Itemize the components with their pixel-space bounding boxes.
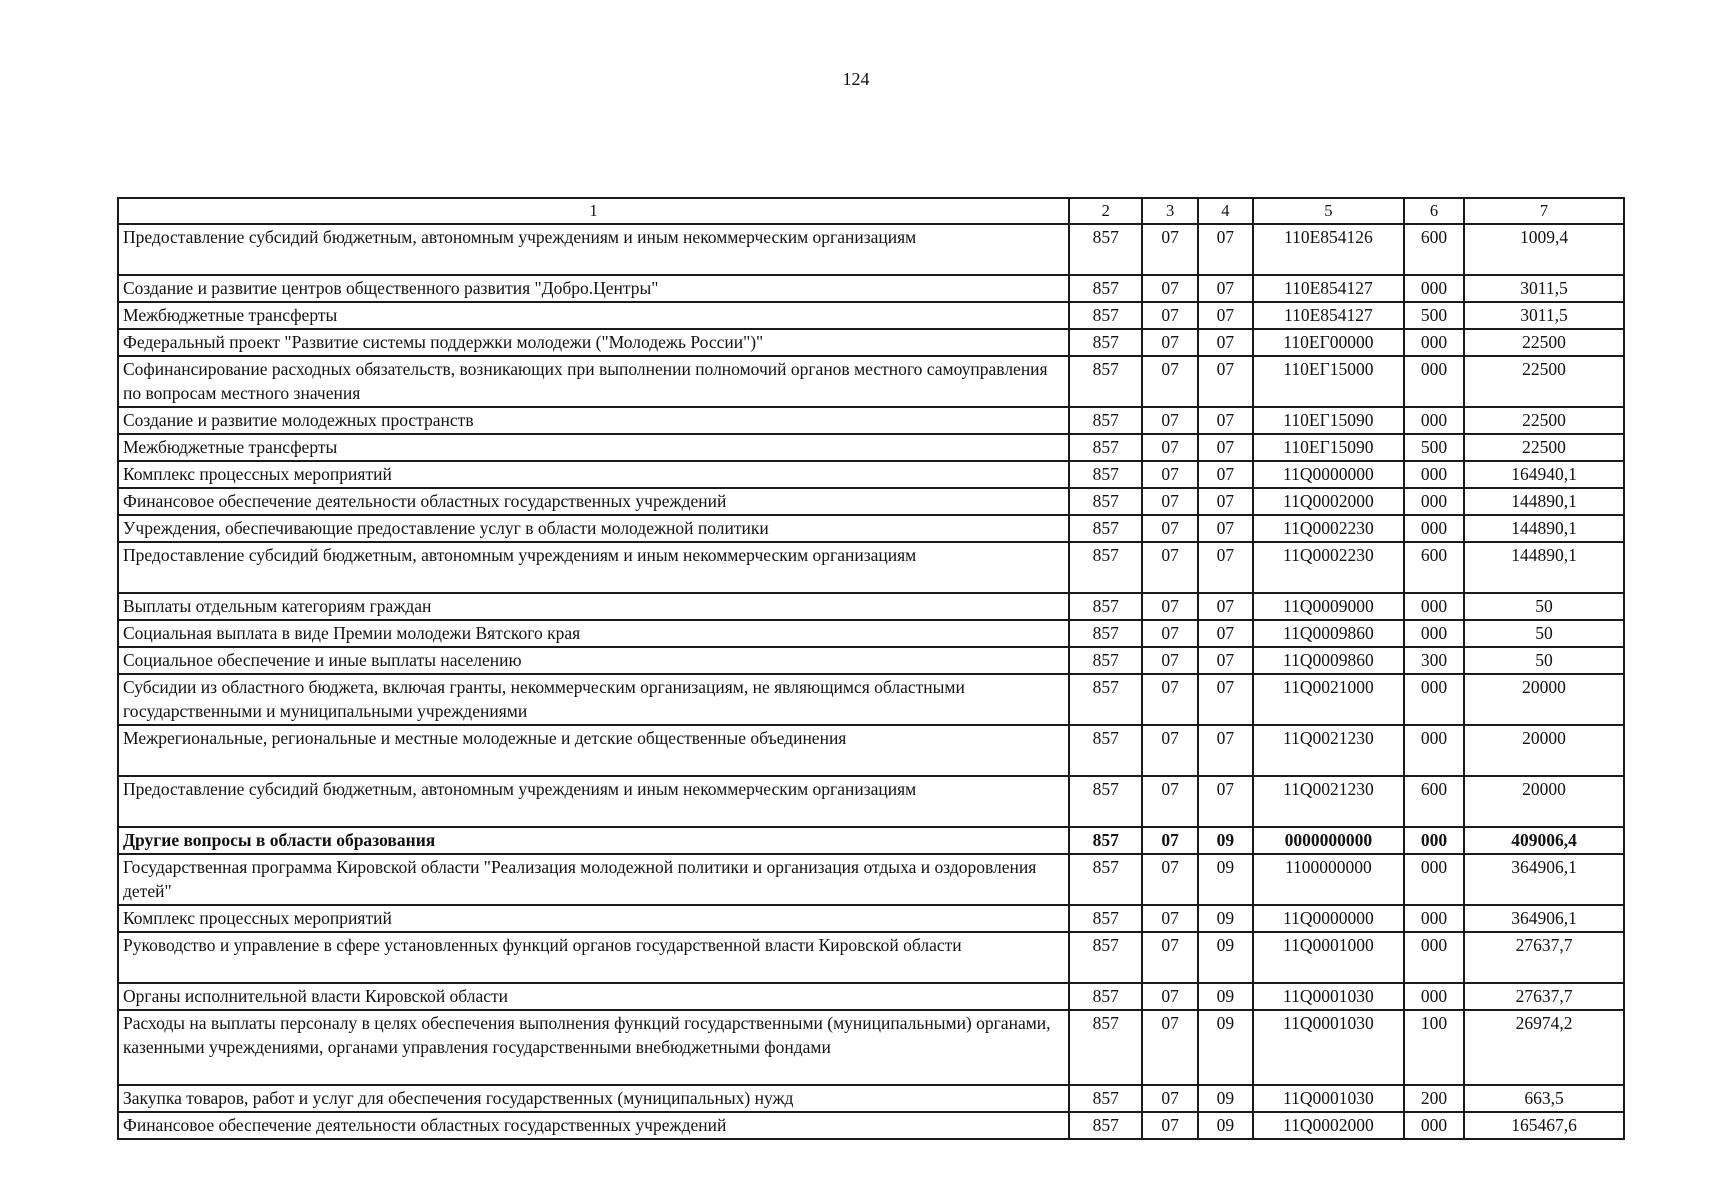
cell-section: 07 (1142, 1010, 1197, 1085)
cell-subsection: 09 (1198, 905, 1253, 932)
cell-department-code: 857 (1069, 329, 1142, 356)
cell-name: Федеральный проект "Развитие системы поддержки молодежи ("Молодежь России")" (118, 329, 1069, 356)
cell-name: Руководство и управление в сфере установленных функций органов государственной власти Кировской области (118, 932, 1069, 983)
cell-subsection: 07 (1198, 488, 1253, 515)
cell-department-code: 857 (1069, 905, 1142, 932)
cell-name: Софинансирование расходных обязательств, возникающих при выполнении полномочий органов местного самоуправления по вопросам местного значения (118, 356, 1069, 407)
cell-subsection: 09 (1198, 983, 1253, 1010)
cell-department-code: 857 (1069, 983, 1142, 1010)
cell-name: Комплекс процессных мероприятий (118, 905, 1069, 932)
cell-department-code: 857 (1069, 407, 1142, 434)
header-cell-target-article: 5 (1253, 198, 1404, 224)
cell-department-code: 857 (1069, 302, 1142, 329)
cell-section: 07 (1142, 1085, 1197, 1112)
cell-name: Субсидии из областного бюджета, включая гранты, некоммерческим организациям, не являющимся областными государственными и муниципальными учреждениями (118, 674, 1069, 725)
cell-department-code: 857 (1069, 647, 1142, 674)
page-number: 124 (842, 69, 870, 89)
table-row (118, 674, 1624, 725)
cell-section: 07 (1142, 983, 1197, 1010)
cell-expense-type: 000 (1404, 461, 1464, 488)
table-row (118, 434, 1624, 461)
table-row (118, 302, 1624, 329)
cell-subsection: 09 (1198, 854, 1253, 905)
cell-subsection: 07 (1198, 593, 1253, 620)
cell-amount: 409006,4 (1464, 827, 1624, 854)
cell-subsection: 07 (1198, 224, 1253, 275)
cell-section: 07 (1142, 1112, 1197, 1139)
cell-amount: 20000 (1464, 776, 1624, 827)
cell-expense-type: 000 (1404, 620, 1464, 647)
table-row (118, 542, 1624, 593)
cell-subsection: 07 (1198, 356, 1253, 407)
cell-department-code: 857 (1069, 488, 1142, 515)
cell-section: 07 (1142, 542, 1197, 593)
header-row (118, 198, 1624, 224)
cell-name: Межрегиональные, региональные и местные молодежные и детские общественные объединения (118, 725, 1069, 776)
cell-expense-type: 600 (1404, 224, 1464, 275)
cell-department-code: 857 (1069, 776, 1142, 827)
cell-target-article: 0000000000 (1253, 827, 1404, 854)
table-row (118, 725, 1624, 776)
cell-expense-type: 200 (1404, 1085, 1464, 1112)
cell-amount: 26974,2 (1464, 1010, 1624, 1085)
cell-amount: 164940,1 (1464, 461, 1624, 488)
cell-section: 07 (1142, 434, 1197, 461)
cell-section: 07 (1142, 488, 1197, 515)
cell-department-code: 857 (1069, 1112, 1142, 1139)
cell-subsection: 07 (1198, 407, 1253, 434)
cell-name: Предоставление субсидий бюджетным, автономным учреждениям и иным некоммерческим организациям (118, 776, 1069, 827)
cell-section: 07 (1142, 302, 1197, 329)
table-row (118, 1010, 1624, 1085)
cell-target-article: 11Q0021000 (1253, 674, 1404, 725)
cell-amount: 50 (1464, 647, 1624, 674)
cell-section: 07 (1142, 932, 1197, 983)
cell-department-code: 857 (1069, 827, 1142, 854)
table-row (118, 1085, 1624, 1112)
table-row (118, 275, 1624, 302)
cell-subsection: 09 (1198, 932, 1253, 983)
cell-name: Межбюджетные трансферты (118, 302, 1069, 329)
cell-section: 07 (1142, 776, 1197, 827)
cell-name: Финансовое обеспечение деятельности областных государственных учреждений (118, 488, 1069, 515)
cell-target-article: 11Q0002230 (1253, 542, 1404, 593)
cell-amount: 50 (1464, 620, 1624, 647)
table-row (118, 224, 1624, 275)
cell-amount: 27637,7 (1464, 932, 1624, 983)
table-row (118, 647, 1624, 674)
cell-name: Учреждения, обеспечивающие предоставление услуг в области молодежной политики (118, 515, 1069, 542)
cell-section: 07 (1142, 725, 1197, 776)
cell-target-article: 11Q0000000 (1253, 905, 1404, 932)
cell-target-article: 11Q0021230 (1253, 776, 1404, 827)
cell-name: Расходы на выплаты персоналу в целях обеспечения выполнения функций государственными (муниципальными) органами, казенными учреждениями, органами управления государственными внебюджетными фондами (118, 1010, 1069, 1085)
cell-department-code: 857 (1069, 1010, 1142, 1085)
cell-amount: 144890,1 (1464, 488, 1624, 515)
cell-subsection: 07 (1198, 329, 1253, 356)
cell-department-code: 857 (1069, 932, 1142, 983)
cell-name: Социальная выплата в виде Премии молодежи Вятского края (118, 620, 1069, 647)
cell-amount: 144890,1 (1464, 542, 1624, 593)
cell-target-article: 11Q0009860 (1253, 647, 1404, 674)
cell-target-article: 11Q0001030 (1253, 1010, 1404, 1085)
cell-section: 07 (1142, 620, 1197, 647)
cell-amount: 20000 (1464, 674, 1624, 725)
table-body (118, 224, 1624, 1139)
cell-section: 07 (1142, 461, 1197, 488)
cell-amount: 22500 (1464, 434, 1624, 461)
cell-name: Создание и развитие молодежных пространств (118, 407, 1069, 434)
table-row (118, 1112, 1624, 1139)
cell-subsection: 07 (1198, 275, 1253, 302)
cell-department-code: 857 (1069, 542, 1142, 593)
header-cell-name: 1 (118, 198, 1069, 224)
table-row (118, 983, 1624, 1010)
cell-name: Финансовое обеспечение деятельности областных государственных учреждений (118, 1112, 1069, 1139)
header-cell-department: 2 (1069, 198, 1142, 224)
cell-amount: 22500 (1464, 356, 1624, 407)
header-cell-amount: 7 (1464, 198, 1624, 224)
cell-target-article: 11Q0000000 (1253, 461, 1404, 488)
cell-subsection: 09 (1198, 1010, 1253, 1085)
table-row (118, 593, 1624, 620)
cell-name: Другие вопросы в области образования (118, 827, 1069, 854)
cell-subsection: 07 (1198, 302, 1253, 329)
table-row (118, 488, 1624, 515)
cell-section: 07 (1142, 593, 1197, 620)
table-row (118, 407, 1624, 434)
cell-expense-type: 600 (1404, 542, 1464, 593)
table-row (118, 827, 1624, 854)
cell-subsection: 07 (1198, 515, 1253, 542)
cell-expense-type: 300 (1404, 647, 1464, 674)
cell-target-article: 11Q0001030 (1253, 983, 1404, 1010)
table-row (118, 356, 1624, 407)
table-row (118, 854, 1624, 905)
cell-target-article: 110ЕГ15000 (1253, 356, 1404, 407)
cell-target-article: 11Q0021230 (1253, 725, 1404, 776)
cell-expense-type: 000 (1404, 593, 1464, 620)
cell-expense-type: 000 (1404, 275, 1464, 302)
cell-amount: 27637,7 (1464, 983, 1624, 1010)
cell-target-article: 11Q0009860 (1253, 620, 1404, 647)
cell-name: Предоставление субсидий бюджетным, автономным учреждениям и иным некоммерческим организациям (118, 224, 1069, 275)
cell-target-article: 110Е854126 (1253, 224, 1404, 275)
cell-target-article: 11Q0001030 (1253, 1085, 1404, 1112)
cell-expense-type: 100 (1404, 1010, 1464, 1085)
cell-amount: 3011,5 (1464, 275, 1624, 302)
cell-department-code: 857 (1069, 434, 1142, 461)
cell-department-code: 857 (1069, 620, 1142, 647)
cell-target-article: 110Е854127 (1253, 302, 1404, 329)
cell-department-code: 857 (1069, 275, 1142, 302)
table-row (118, 776, 1624, 827)
cell-subsection: 09 (1198, 1085, 1253, 1112)
table-row (118, 932, 1624, 983)
header-cell-section: 3 (1142, 198, 1197, 224)
cell-target-article: 110Е854127 (1253, 275, 1404, 302)
cell-subsection: 07 (1198, 647, 1253, 674)
cell-section: 07 (1142, 224, 1197, 275)
cell-subsection: 09 (1198, 1112, 1253, 1139)
cell-name: Государственная программа Кировской области "Реализация молодежной политики и организация отдыха и оздоровления детей" (118, 854, 1069, 905)
cell-amount: 3011,5 (1464, 302, 1624, 329)
cell-subsection: 07 (1198, 776, 1253, 827)
budget-table (117, 197, 1625, 1140)
cell-section: 07 (1142, 329, 1197, 356)
table-row (118, 515, 1624, 542)
cell-section: 07 (1142, 407, 1197, 434)
cell-subsection: 07 (1198, 461, 1253, 488)
cell-amount: 364906,1 (1464, 854, 1624, 905)
cell-name: Социальное обеспечение и иные выплаты населению (118, 647, 1069, 674)
header-cell-subsection: 4 (1198, 198, 1253, 224)
cell-name: Органы исполнительной власти Кировской области (118, 983, 1069, 1010)
cell-department-code: 857 (1069, 224, 1142, 275)
cell-expense-type: 000 (1404, 329, 1464, 356)
cell-department-code: 857 (1069, 461, 1142, 488)
cell-amount: 50 (1464, 593, 1624, 620)
cell-amount: 20000 (1464, 725, 1624, 776)
cell-subsection: 07 (1198, 674, 1253, 725)
cell-expense-type: 000 (1404, 725, 1464, 776)
cell-section: 07 (1142, 674, 1197, 725)
cell-section: 07 (1142, 647, 1197, 674)
cell-target-article: 11Q0009000 (1253, 593, 1404, 620)
cell-department-code: 857 (1069, 356, 1142, 407)
cell-expense-type: 000 (1404, 356, 1464, 407)
table-header (118, 198, 1624, 224)
cell-section: 07 (1142, 275, 1197, 302)
cell-expense-type: 000 (1404, 932, 1464, 983)
cell-name: Закупка товаров, работ и услуг для обеспечения государственных (муниципальных) нужд (118, 1085, 1069, 1112)
cell-section: 07 (1142, 356, 1197, 407)
cell-amount: 364906,1 (1464, 905, 1624, 932)
table-row (118, 905, 1624, 932)
cell-department-code: 857 (1069, 593, 1142, 620)
cell-target-article: 11Q0002000 (1253, 488, 1404, 515)
table-row (118, 329, 1624, 356)
cell-department-code: 857 (1069, 725, 1142, 776)
cell-target-article: 110ЕГ00000 (1253, 329, 1404, 356)
cell-amount: 22500 (1464, 329, 1624, 356)
cell-department-code: 857 (1069, 515, 1142, 542)
cell-subsection: 07 (1198, 434, 1253, 461)
cell-department-code: 857 (1069, 854, 1142, 905)
cell-amount: 663,5 (1464, 1085, 1624, 1112)
cell-expense-type: 000 (1404, 905, 1464, 932)
cell-target-article: 11Q0001000 (1253, 932, 1404, 983)
table-row (118, 620, 1624, 647)
cell-expense-type: 600 (1404, 776, 1464, 827)
cell-expense-type: 000 (1404, 515, 1464, 542)
cell-expense-type: 000 (1404, 488, 1464, 515)
cell-department-code: 857 (1069, 674, 1142, 725)
cell-name: Межбюджетные трансферты (118, 434, 1069, 461)
cell-amount: 22500 (1464, 407, 1624, 434)
cell-subsection: 09 (1198, 827, 1253, 854)
cell-subsection: 07 (1198, 542, 1253, 593)
table-row (118, 461, 1624, 488)
cell-name: Комплекс процессных мероприятий (118, 461, 1069, 488)
cell-subsection: 07 (1198, 725, 1253, 776)
header-cell-expense-type: 6 (1404, 198, 1464, 224)
cell-target-article: 110ЕГ15090 (1253, 407, 1404, 434)
cell-amount: 165467,6 (1464, 1112, 1624, 1139)
cell-amount: 1009,4 (1464, 224, 1624, 275)
cell-expense-type: 000 (1404, 827, 1464, 854)
cell-name: Предоставление субсидий бюджетным, автономным учреждениям и иным некоммерческим организациям (118, 542, 1069, 593)
cell-target-article: 110ЕГ15090 (1253, 434, 1404, 461)
cell-target-article: 11Q0002230 (1253, 515, 1404, 542)
cell-section: 07 (1142, 905, 1197, 932)
cell-name: Создание и развитие центров общественного развития "Добро.Центры" (118, 275, 1069, 302)
cell-expense-type: 000 (1404, 407, 1464, 434)
cell-section: 07 (1142, 854, 1197, 905)
cell-expense-type: 000 (1404, 1112, 1464, 1139)
cell-expense-type: 500 (1404, 302, 1464, 329)
cell-subsection: 07 (1198, 620, 1253, 647)
cell-expense-type: 000 (1404, 674, 1464, 725)
cell-expense-type: 500 (1404, 434, 1464, 461)
cell-section: 07 (1142, 515, 1197, 542)
cell-name: Выплаты отдельным категориям граждан (118, 593, 1069, 620)
cell-expense-type: 000 (1404, 854, 1464, 905)
cell-amount: 144890,1 (1464, 515, 1624, 542)
cell-target-article: 1100000000 (1253, 854, 1404, 905)
cell-target-article: 11Q0002000 (1253, 1112, 1404, 1139)
cell-department-code: 857 (1069, 1085, 1142, 1112)
cell-expense-type: 000 (1404, 983, 1464, 1010)
cell-section: 07 (1142, 827, 1197, 854)
